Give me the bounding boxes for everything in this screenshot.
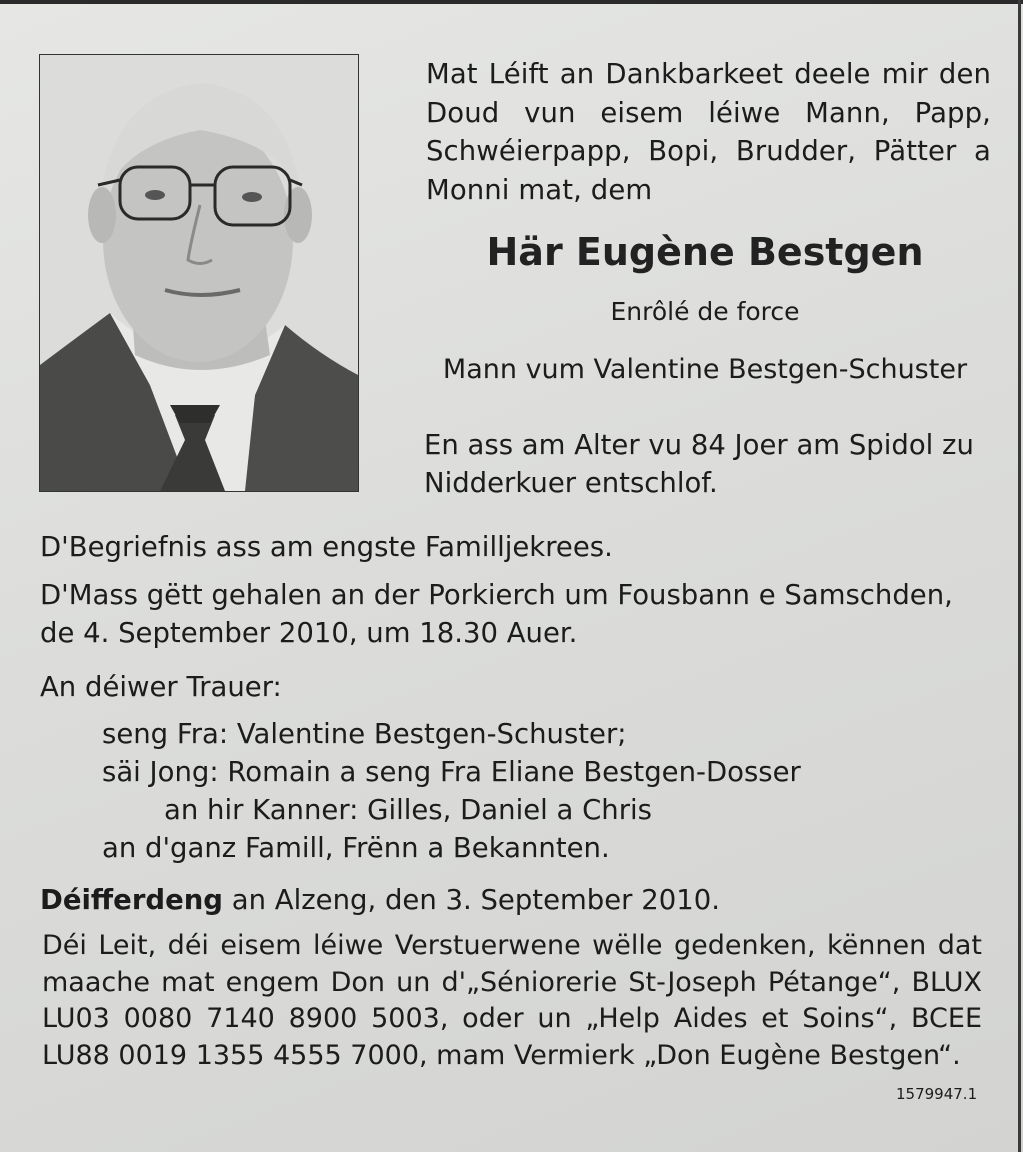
place-date-line bbox=[40, 884, 720, 916]
reference-number: 1579947.1 bbox=[896, 1085, 978, 1103]
death-line: Nidderkuer entschlof. bbox=[424, 467, 718, 499]
portrait-photo bbox=[39, 54, 359, 492]
funeral-line: D'Begriefnis ass am engste Familljekrees. bbox=[40, 531, 613, 563]
mourner-line: seng Fra: Valentine Bestgen-Schuster; bbox=[102, 718, 627, 750]
deceased-role: Enrôlé de force bbox=[610, 297, 800, 326]
intro-text: Mat Léift an Dankbarkeet deele mir den Doud vun eisem léiwe Mann, Papp, Schwéierpapp, Bopi, Brudder, Pätter a Monni mat, dem bbox=[426, 58, 991, 206]
mourners-heading: An déiwer Trauer: bbox=[40, 671, 282, 703]
place-name: Déifferdeng bbox=[40, 884, 223, 916]
top-border-rule bbox=[0, 0, 1023, 4]
death-paragraph bbox=[424, 426, 994, 502]
mourner-line: an d'ganz Famill, Frënn a Bekannten. bbox=[102, 832, 610, 864]
mass-line: D'Mass gëtt gehalen an der Porkierch um Fousbann e Samschden, bbox=[40, 579, 953, 611]
mourner-line: säi Jong: Romain a seng Fra Eliane Bestgen-Dosser bbox=[102, 756, 801, 788]
mass-line: de 4. September 2010, um 18.30 Auer. bbox=[40, 617, 578, 649]
place-date: an Alzeng, den 3. September 2010. bbox=[223, 884, 720, 916]
spouse-line: Mann vum Valentine Bestgen-Schuster bbox=[442, 354, 968, 385]
donation-paragraph: Déi Leit, déi eisem léiwe Verstuerwene wëlle gedenken, kënnen dat maache mat engem Don un d'„Séniorerie St-Joseph Pétange“, BLUX LU03 0080 7140 8900 5003, oder un „Help Aides et Soins“, BCEE LU88 0019 1355 4555 7000, mam Vermierk „Don Eugène Bestgen“. bbox=[42, 930, 982, 1071]
right-border-rule bbox=[1018, 0, 1021, 1152]
deceased-name: Här Eugène Bestgen bbox=[486, 230, 924, 274]
death-line: En ass am Alter vu 84 Joer am Spidol zu bbox=[424, 429, 974, 461]
mourner-line: an hir Kanner: Gilles, Daniel a Chris bbox=[164, 794, 653, 826]
